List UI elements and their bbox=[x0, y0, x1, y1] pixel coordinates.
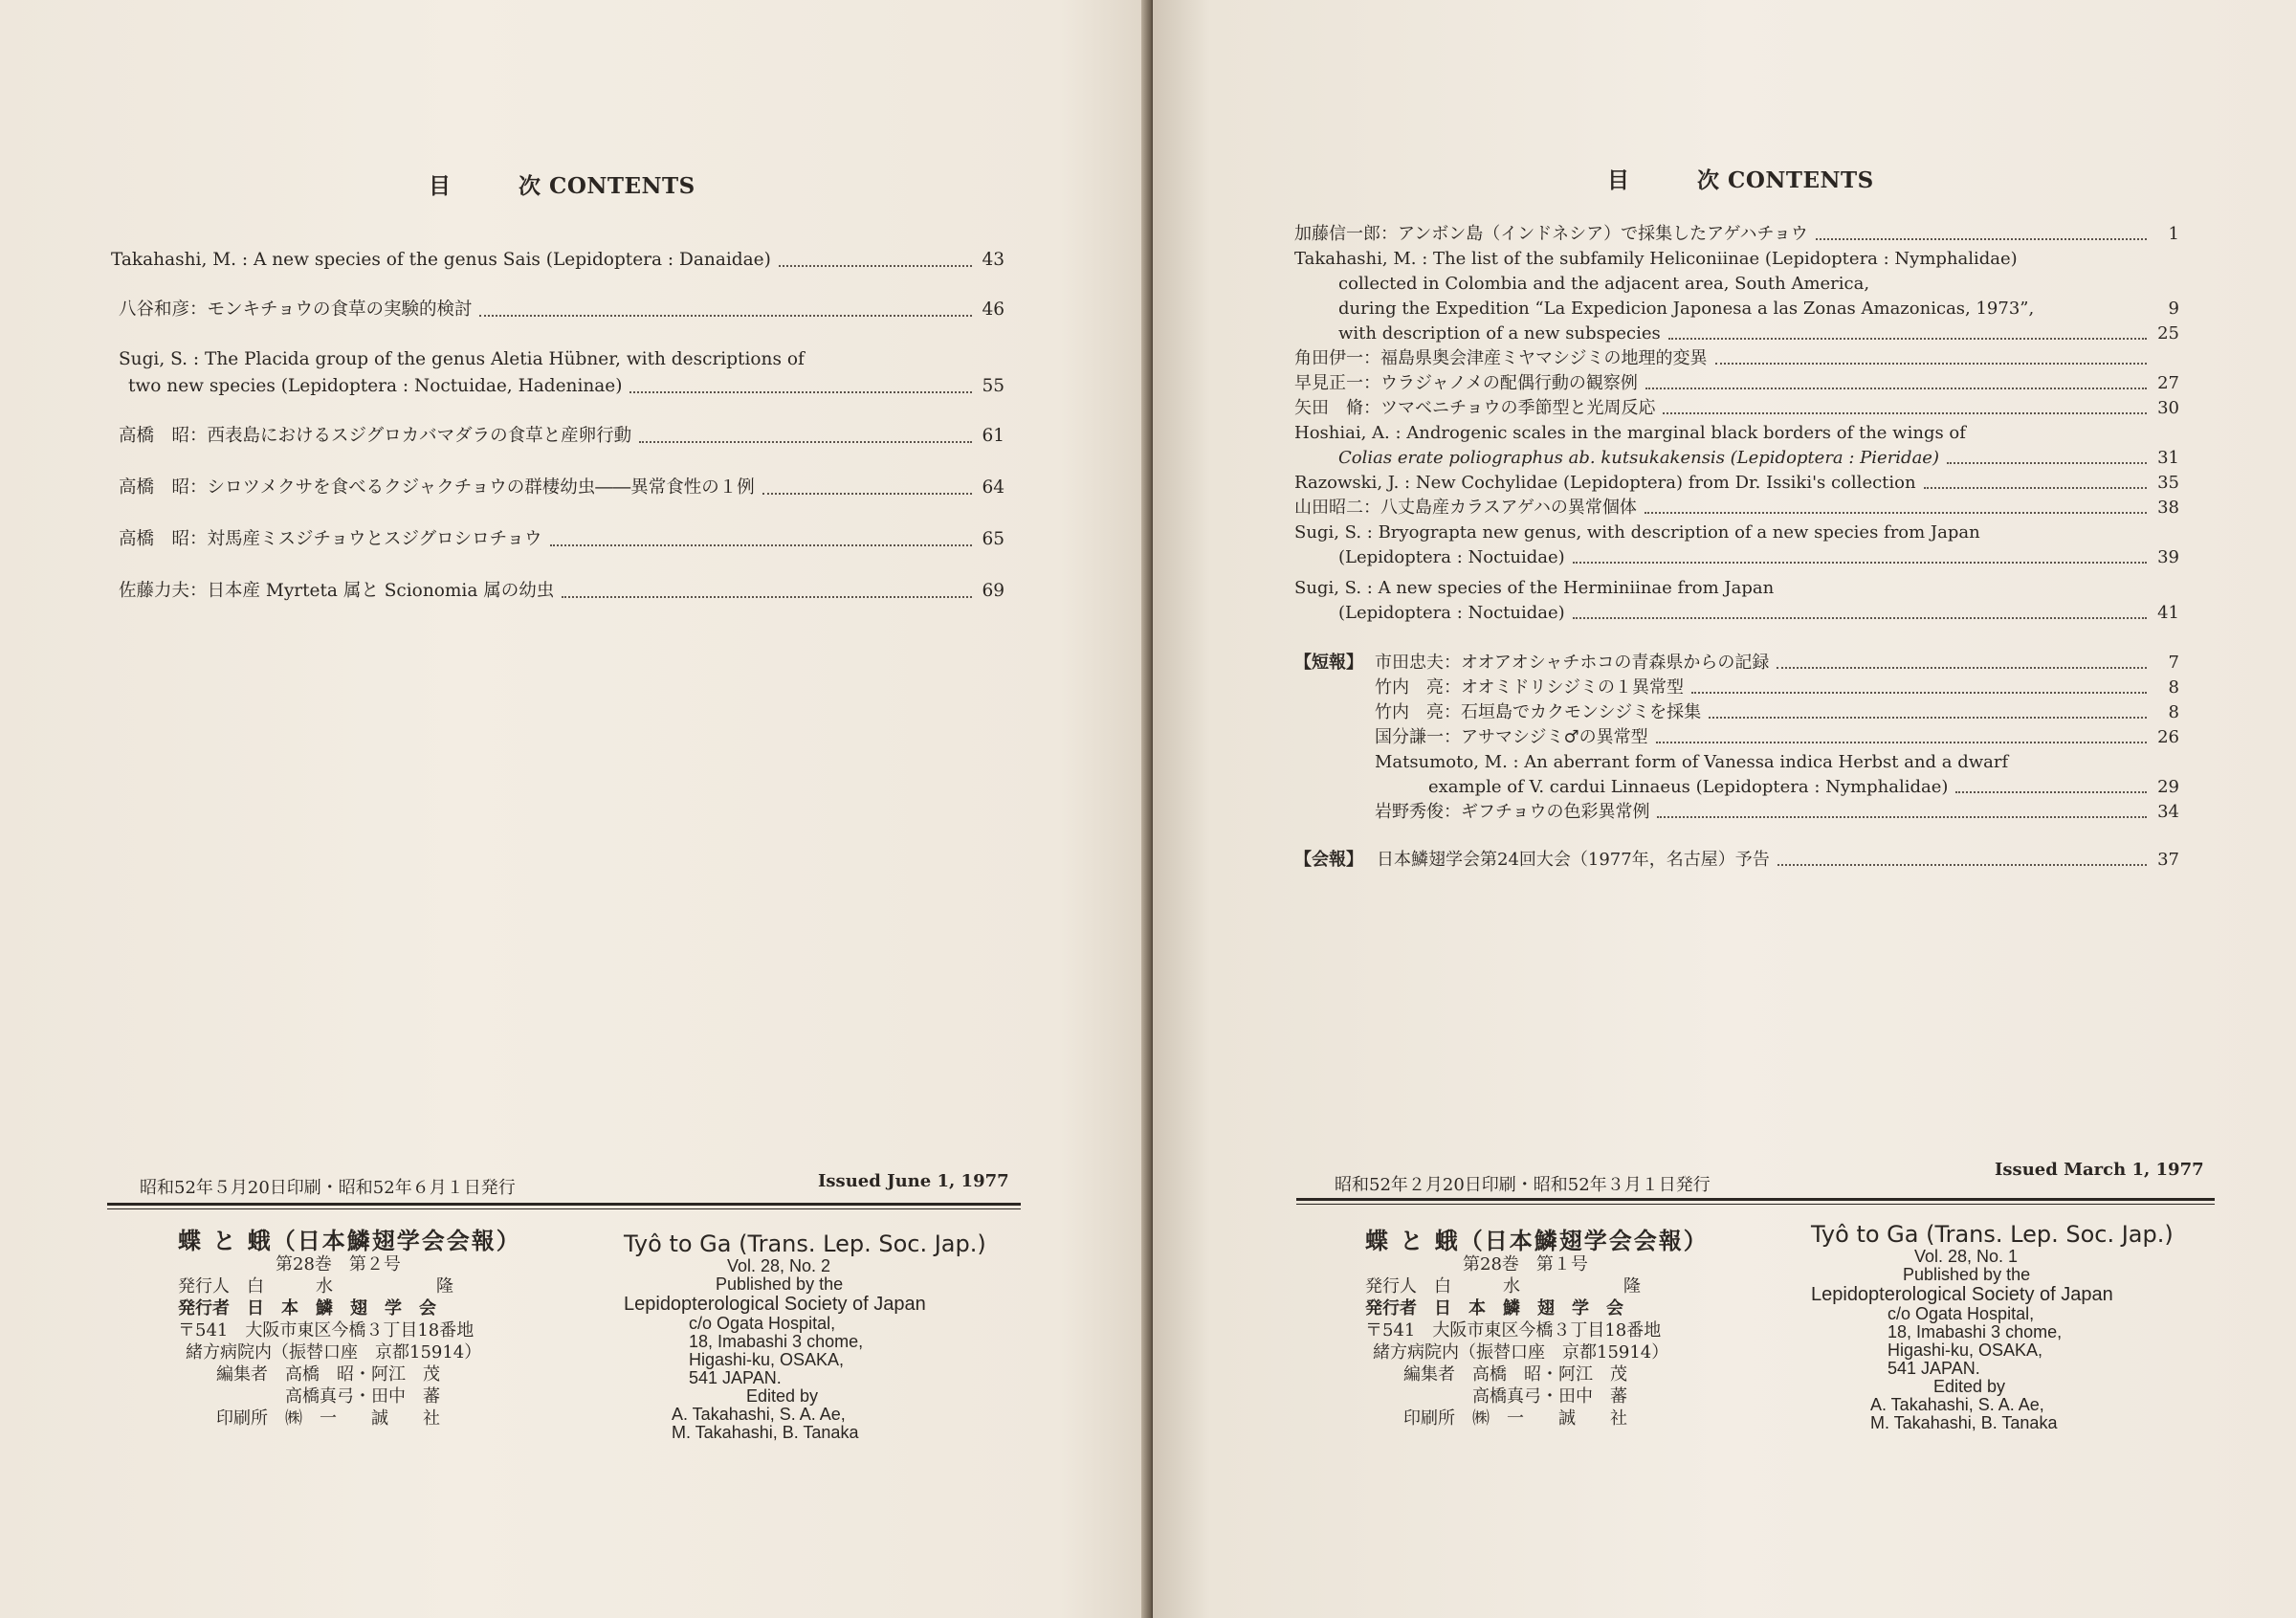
toc-entry[interactable] bbox=[1375, 725, 2179, 750]
address-en-4: 541 JAPAN. bbox=[689, 1368, 782, 1387]
toc-entry-title: Sugi, S. : The Placida group of the genus Aletia Hübner, with descriptions of bbox=[119, 349, 805, 369]
toc-entry[interactable] bbox=[111, 297, 1004, 323]
toc-entry-title: 日本鱗翅学会第24回大会（1977年，名古屋）予告 bbox=[1377, 850, 1770, 870]
toc-entry-title: 岩野秀俊：ギフチョウの色彩異常例 bbox=[1375, 802, 1650, 822]
toc-entry[interactable] bbox=[1375, 651, 2179, 676]
toc-entry[interactable] bbox=[111, 475, 1004, 501]
toc-entry[interactable] bbox=[1375, 676, 2179, 700]
journal-title-en: Tyô to Ga (Trans. Lep. Soc. Jap.) bbox=[624, 1230, 986, 1257]
toc-page-number: 25 bbox=[2157, 323, 2179, 344]
toc-entry[interactable] bbox=[1294, 496, 2179, 521]
toc-page-number: 27 bbox=[2157, 373, 2179, 393]
journal-title-jp: 蝶 と 蛾（日本鱗翅学会会報） bbox=[1365, 1227, 1709, 1254]
toc-entry-title: 角田伊一：福島県奥会津産ミヤマシジミの地理的変異 bbox=[1294, 348, 1708, 368]
toc-entry-title: Sugi, S. : Bryograpta new genus, with description of a new species from Japan bbox=[1294, 522, 1980, 543]
table-of-contents bbox=[111, 247, 1004, 605]
address-en-3: Higashi-ku, OSAKA, bbox=[689, 1350, 845, 1369]
toc-entry-title-cont: collected in Colombia and the adjacent area, South America, bbox=[1338, 274, 1870, 294]
toc-page-number: 64 bbox=[982, 477, 1004, 498]
toc-page-number: 55 bbox=[982, 376, 1004, 396]
colophon-rule bbox=[107, 1208, 1021, 1209]
colophon-rule bbox=[107, 1203, 1021, 1206]
leader-dots bbox=[1691, 692, 2147, 694]
address-en-3: Higashi-ku, OSAKA, bbox=[1888, 1341, 2043, 1360]
toc-entry-title: Sugi, S. : A new species of the Herminiinae from Japan bbox=[1294, 578, 1775, 598]
leader-dots bbox=[479, 315, 972, 317]
toc-entry[interactable] bbox=[1294, 521, 2179, 570]
toc-entry-title-cont: during the Expedition “La Expedicion Japonesa a las Zonas Amazonicas, 1973”, bbox=[1338, 299, 2035, 319]
toc-entry[interactable] bbox=[1294, 421, 2179, 471]
toc-entry[interactable] bbox=[1375, 800, 2179, 825]
toc-page-number: 8 bbox=[2168, 702, 2179, 722]
society-name: Lepidopterological Society of Japan bbox=[624, 1294, 926, 1315]
toc-entry-title: 山田昭二：八丈島産カラスアゲハの異常個体 bbox=[1294, 498, 1637, 518]
toc-entry[interactable] bbox=[111, 526, 1004, 553]
toc-page-number: 26 bbox=[2157, 727, 2179, 747]
leader-dots bbox=[1668, 338, 2147, 340]
toc-page-number: 30 bbox=[2157, 398, 2179, 418]
toc-entry-title-cont: Colias erate poliographus ab. kutsukakensis (Lepidoptera : Pieridae) bbox=[1338, 448, 1939, 468]
toc-entry-title: Hoshiai, A. : Androgenic scales in the marginal black borders of the wings of bbox=[1294, 423, 1966, 443]
toc-page-number: 35 bbox=[2157, 473, 2179, 493]
toc-entry[interactable] bbox=[111, 346, 1004, 400]
address-en-2: 18, Imabashi 3 chome, bbox=[1888, 1322, 2063, 1341]
address-en-4: 541 JAPAN. bbox=[1888, 1359, 1980, 1378]
leader-dots bbox=[1709, 717, 2147, 719]
toc-page-number: 8 bbox=[2168, 677, 2179, 698]
leader-dots bbox=[1955, 791, 2147, 793]
toc-entry-title: 矢田 脩：ツマベニチョウの季節型と光周反応 bbox=[1294, 398, 1656, 418]
toc-entry-title: 高橋 昭：シロツメクサを食べるクジャクチョウの群棲幼虫――異常食性の１例 bbox=[119, 477, 755, 498]
toc-entry[interactable] bbox=[1294, 396, 2179, 421]
toc-page-number: 38 bbox=[2157, 498, 2179, 518]
leader-dots bbox=[629, 391, 972, 393]
toc-entry[interactable] bbox=[1375, 750, 2179, 800]
toc-page-number: 61 bbox=[982, 426, 1004, 446]
short-reports-label: 【短報】 bbox=[1294, 653, 1363, 673]
editors-en-1: A. Takahashi, S. A. Ae, bbox=[1870, 1395, 2044, 1414]
published-by: Published by the bbox=[716, 1274, 844, 1294]
toc-entry[interactable] bbox=[111, 423, 1004, 450]
toc-entry-title-cont: (Lepidoptera : Noctuidae) bbox=[1338, 547, 1565, 567]
toc-entry-title-cont: with description of a new subspecies bbox=[1338, 323, 1661, 344]
issued-date: Issued March 1, 1977 bbox=[1995, 1160, 2204, 1180]
toc-entry-title: 竹内 亮：オオミドリシジミの１異常型 bbox=[1375, 677, 1685, 698]
journal-title-en: Tyô to Ga (Trans. Lep. Soc. Jap.) bbox=[1811, 1221, 2174, 1248]
volume-jp: 第28巻 第１号 bbox=[1463, 1254, 1588, 1274]
toc-page-number: 31 bbox=[2157, 448, 2179, 468]
volume-en: Vol. 28, No. 1 bbox=[1914, 1247, 2019, 1266]
toc-entry-title: Razowski, J. : New Cochylidae (Lepidoptera) from Dr. Issiki's collection bbox=[1294, 473, 1916, 493]
toc-entry[interactable] bbox=[1294, 247, 2179, 346]
right-page bbox=[1153, 0, 2296, 1618]
leader-dots bbox=[762, 493, 972, 495]
leader-dots bbox=[1947, 462, 2147, 464]
publisher-org: 発行者 日 本 鱗 翅 学 会 bbox=[178, 1298, 436, 1319]
journal-title-jp: 蝶 と 蛾（日本鱗翅学会会報） bbox=[178, 1227, 521, 1254]
colophon-english bbox=[624, 1230, 986, 1442]
editors-jp-2: 高橋真弓・田中 蕃 bbox=[1403, 1386, 1627, 1407]
toc-page-number: 37 bbox=[2157, 850, 2179, 870]
toc-entry[interactable] bbox=[1294, 371, 2179, 396]
toc-page-number: 39 bbox=[2157, 547, 2179, 567]
publisher-person: 発行人 白 水 隆 bbox=[178, 1276, 453, 1297]
toc-page-number: 69 bbox=[982, 581, 1004, 601]
toc-entry-title: 竹内 亮：石垣島でカクモンシジミを採集 bbox=[1375, 702, 1702, 722]
colophon-japanese bbox=[1365, 1227, 1709, 1430]
toc-page-number: 41 bbox=[2157, 603, 2179, 623]
society-name: Lepidopterological Society of Japan bbox=[1811, 1284, 2113, 1305]
colophon-japanese bbox=[178, 1227, 521, 1430]
leader-dots bbox=[1777, 667, 2147, 669]
issued-date: Issued June 1, 1977 bbox=[818, 1171, 1009, 1191]
leader-dots bbox=[1777, 864, 2147, 866]
leader-dots bbox=[1573, 562, 2147, 564]
toc-page-number: 34 bbox=[2157, 802, 2179, 822]
volume-jp: 第28巻 第２号 bbox=[276, 1254, 401, 1274]
leader-dots bbox=[1656, 742, 2147, 743]
editors-jp-2: 高橋真弓・田中 蕃 bbox=[216, 1386, 440, 1407]
address-jp-2: 緒方病院内（振替口座 京都15914） bbox=[186, 1342, 482, 1363]
leader-dots bbox=[1816, 238, 2147, 240]
toc-entry[interactable] bbox=[1294, 471, 2179, 496]
toc-entry-title: 加藤信一郎：アンボン島（インドネシア）で採集したアゲハチョウ bbox=[1294, 224, 1808, 244]
leader-dots bbox=[550, 544, 972, 546]
colophon-rule bbox=[1296, 1204, 2215, 1205]
toc-entry-title: 佐藤力夫：日本産 Myrteta 属と Scionomia 属の幼虫 bbox=[119, 581, 555, 601]
leader-dots bbox=[779, 265, 972, 267]
address-jp: 〒541 大阪市東区今橋３丁目18番地 bbox=[178, 1320, 475, 1341]
leader-dots bbox=[1924, 487, 2147, 489]
printer-jp: 印刷所 ㈱ 一 誠 社 bbox=[1403, 1408, 1627, 1429]
leader-dots bbox=[639, 441, 972, 443]
published-by: Published by the bbox=[1903, 1265, 2031, 1284]
printer-jp: 印刷所 ㈱ 一 誠 社 bbox=[216, 1408, 440, 1429]
toc-page-number: 7 bbox=[2168, 653, 2179, 673]
address-jp: 〒541 大阪市東区今橋３丁目18番地 bbox=[1365, 1320, 1662, 1341]
toc-page-number: 9 bbox=[2168, 299, 2179, 319]
toc-entry-title: 高橋 昭：対馬産ミスジチョウとスジグロシロチョウ bbox=[119, 529, 542, 549]
toc-entry[interactable] bbox=[1294, 346, 2179, 371]
print-date: 昭和52年５月20日印刷・昭和52年６月１日発行 bbox=[140, 1178, 516, 1198]
toc-entry[interactable] bbox=[1294, 576, 2179, 626]
meeting-label: 【会報】 bbox=[1294, 850, 1363, 870]
toc-entry-title-cont: (Lepidoptera : Noctuidae) bbox=[1338, 603, 1565, 623]
edited-by: Edited by bbox=[1933, 1377, 2006, 1396]
toc-entry[interactable] bbox=[1375, 700, 2179, 725]
table-of-contents bbox=[1294, 222, 2179, 873]
toc-entry-title: 八谷和彦：モンキチョウの食草の実験的検討 bbox=[119, 299, 473, 320]
toc-page-number: 1 bbox=[2168, 224, 2179, 244]
toc-entry-title: Takahashi, M. : The list of the subfamily Heliconiinae (Lepidoptera : Nymphalidae) bbox=[1294, 249, 2018, 269]
toc-entry-title: 市田忠夫：オオアオシャチホコの青森県からの記録 bbox=[1375, 653, 1770, 673]
editors-jp: 編集者 高橋 昭・阿江 茂 bbox=[1403, 1364, 1627, 1385]
leader-dots bbox=[1715, 363, 2147, 365]
address-en-1: c/o Ogata Hospital, bbox=[689, 1314, 836, 1333]
leader-dots bbox=[562, 596, 972, 598]
toc-page-number: 65 bbox=[982, 529, 1004, 549]
toc-entry-title: 早見正一：ウラジャノメの配偶行動の観察例 bbox=[1294, 373, 1638, 393]
toc-entry-title: Matsumoto, M. : An aberrant form of Vanessa indica Herbst and a dwarf bbox=[1375, 752, 2009, 772]
contents-heading: 目 次 CONTENTS bbox=[1607, 167, 1874, 193]
toc-entry-title-cont: example of V. cardui Linnaeus (Lepidoptera : Nymphalidae) bbox=[1428, 777, 1949, 797]
address-en-2: 18, Imabashi 3 chome, bbox=[689, 1332, 864, 1351]
publisher-org: 発行者 日 本 鱗 翅 学 会 bbox=[1365, 1298, 1623, 1319]
toc-entry[interactable] bbox=[1294, 222, 2179, 247]
toc-entry[interactable] bbox=[111, 247, 1004, 274]
colophon-english bbox=[1811, 1221, 2174, 1432]
publisher-person: 発行人 白 水 隆 bbox=[1365, 1276, 1641, 1297]
editors-en-2: M. Takahashi, B. Tanaka bbox=[672, 1423, 859, 1442]
toc-page-number: 43 bbox=[982, 250, 1004, 270]
address-jp-2: 緒方病院内（振替口座 京都15914） bbox=[1373, 1342, 1669, 1363]
volume-en: Vol. 28, No. 2 bbox=[727, 1256, 831, 1275]
short-reports-section bbox=[1294, 651, 2179, 825]
leader-dots bbox=[1645, 388, 2147, 389]
colophon-rule bbox=[1296, 1198, 2215, 1201]
toc-page-number: 29 bbox=[2157, 777, 2179, 797]
toc-entry-title-cont: two new species (Lepidoptera : Noctuidae, Hadeninae) bbox=[128, 376, 623, 396]
editors-jp: 編集者 高橋 昭・阿江 茂 bbox=[216, 1364, 440, 1385]
leader-dots bbox=[1663, 412, 2147, 414]
editors-en-1: A. Takahashi, S. A. Ae, bbox=[672, 1405, 846, 1424]
print-date: 昭和52年２月20日印刷・昭和52年３月１日発行 bbox=[1335, 1175, 1711, 1195]
leader-dots bbox=[1573, 617, 2147, 619]
toc-entry-title: 高橋 昭：西表島におけるスジグロカバマダラの食草と産卵行動 bbox=[119, 426, 632, 446]
leader-dots bbox=[1645, 512, 2147, 514]
editors-en-2: M. Takahashi, B. Tanaka bbox=[1870, 1413, 2058, 1432]
leader-dots bbox=[1657, 816, 2147, 818]
toc-entry-title: Takahashi, M. : A new species of the genus Sais (Lepidoptera : Danaidae) bbox=[111, 250, 771, 270]
toc-entry[interactable] bbox=[111, 578, 1004, 605]
toc-entry-title: 国分謙一：アサマシジミ♂の異常型 bbox=[1375, 727, 1648, 747]
toc-page-number: 46 bbox=[982, 299, 1004, 320]
toc-entry[interactable] bbox=[1294, 848, 2179, 873]
address-en-1: c/o Ogata Hospital, bbox=[1888, 1304, 2035, 1323]
contents-heading: 目 次 CONTENTS bbox=[429, 173, 695, 199]
edited-by: Edited by bbox=[746, 1386, 819, 1406]
